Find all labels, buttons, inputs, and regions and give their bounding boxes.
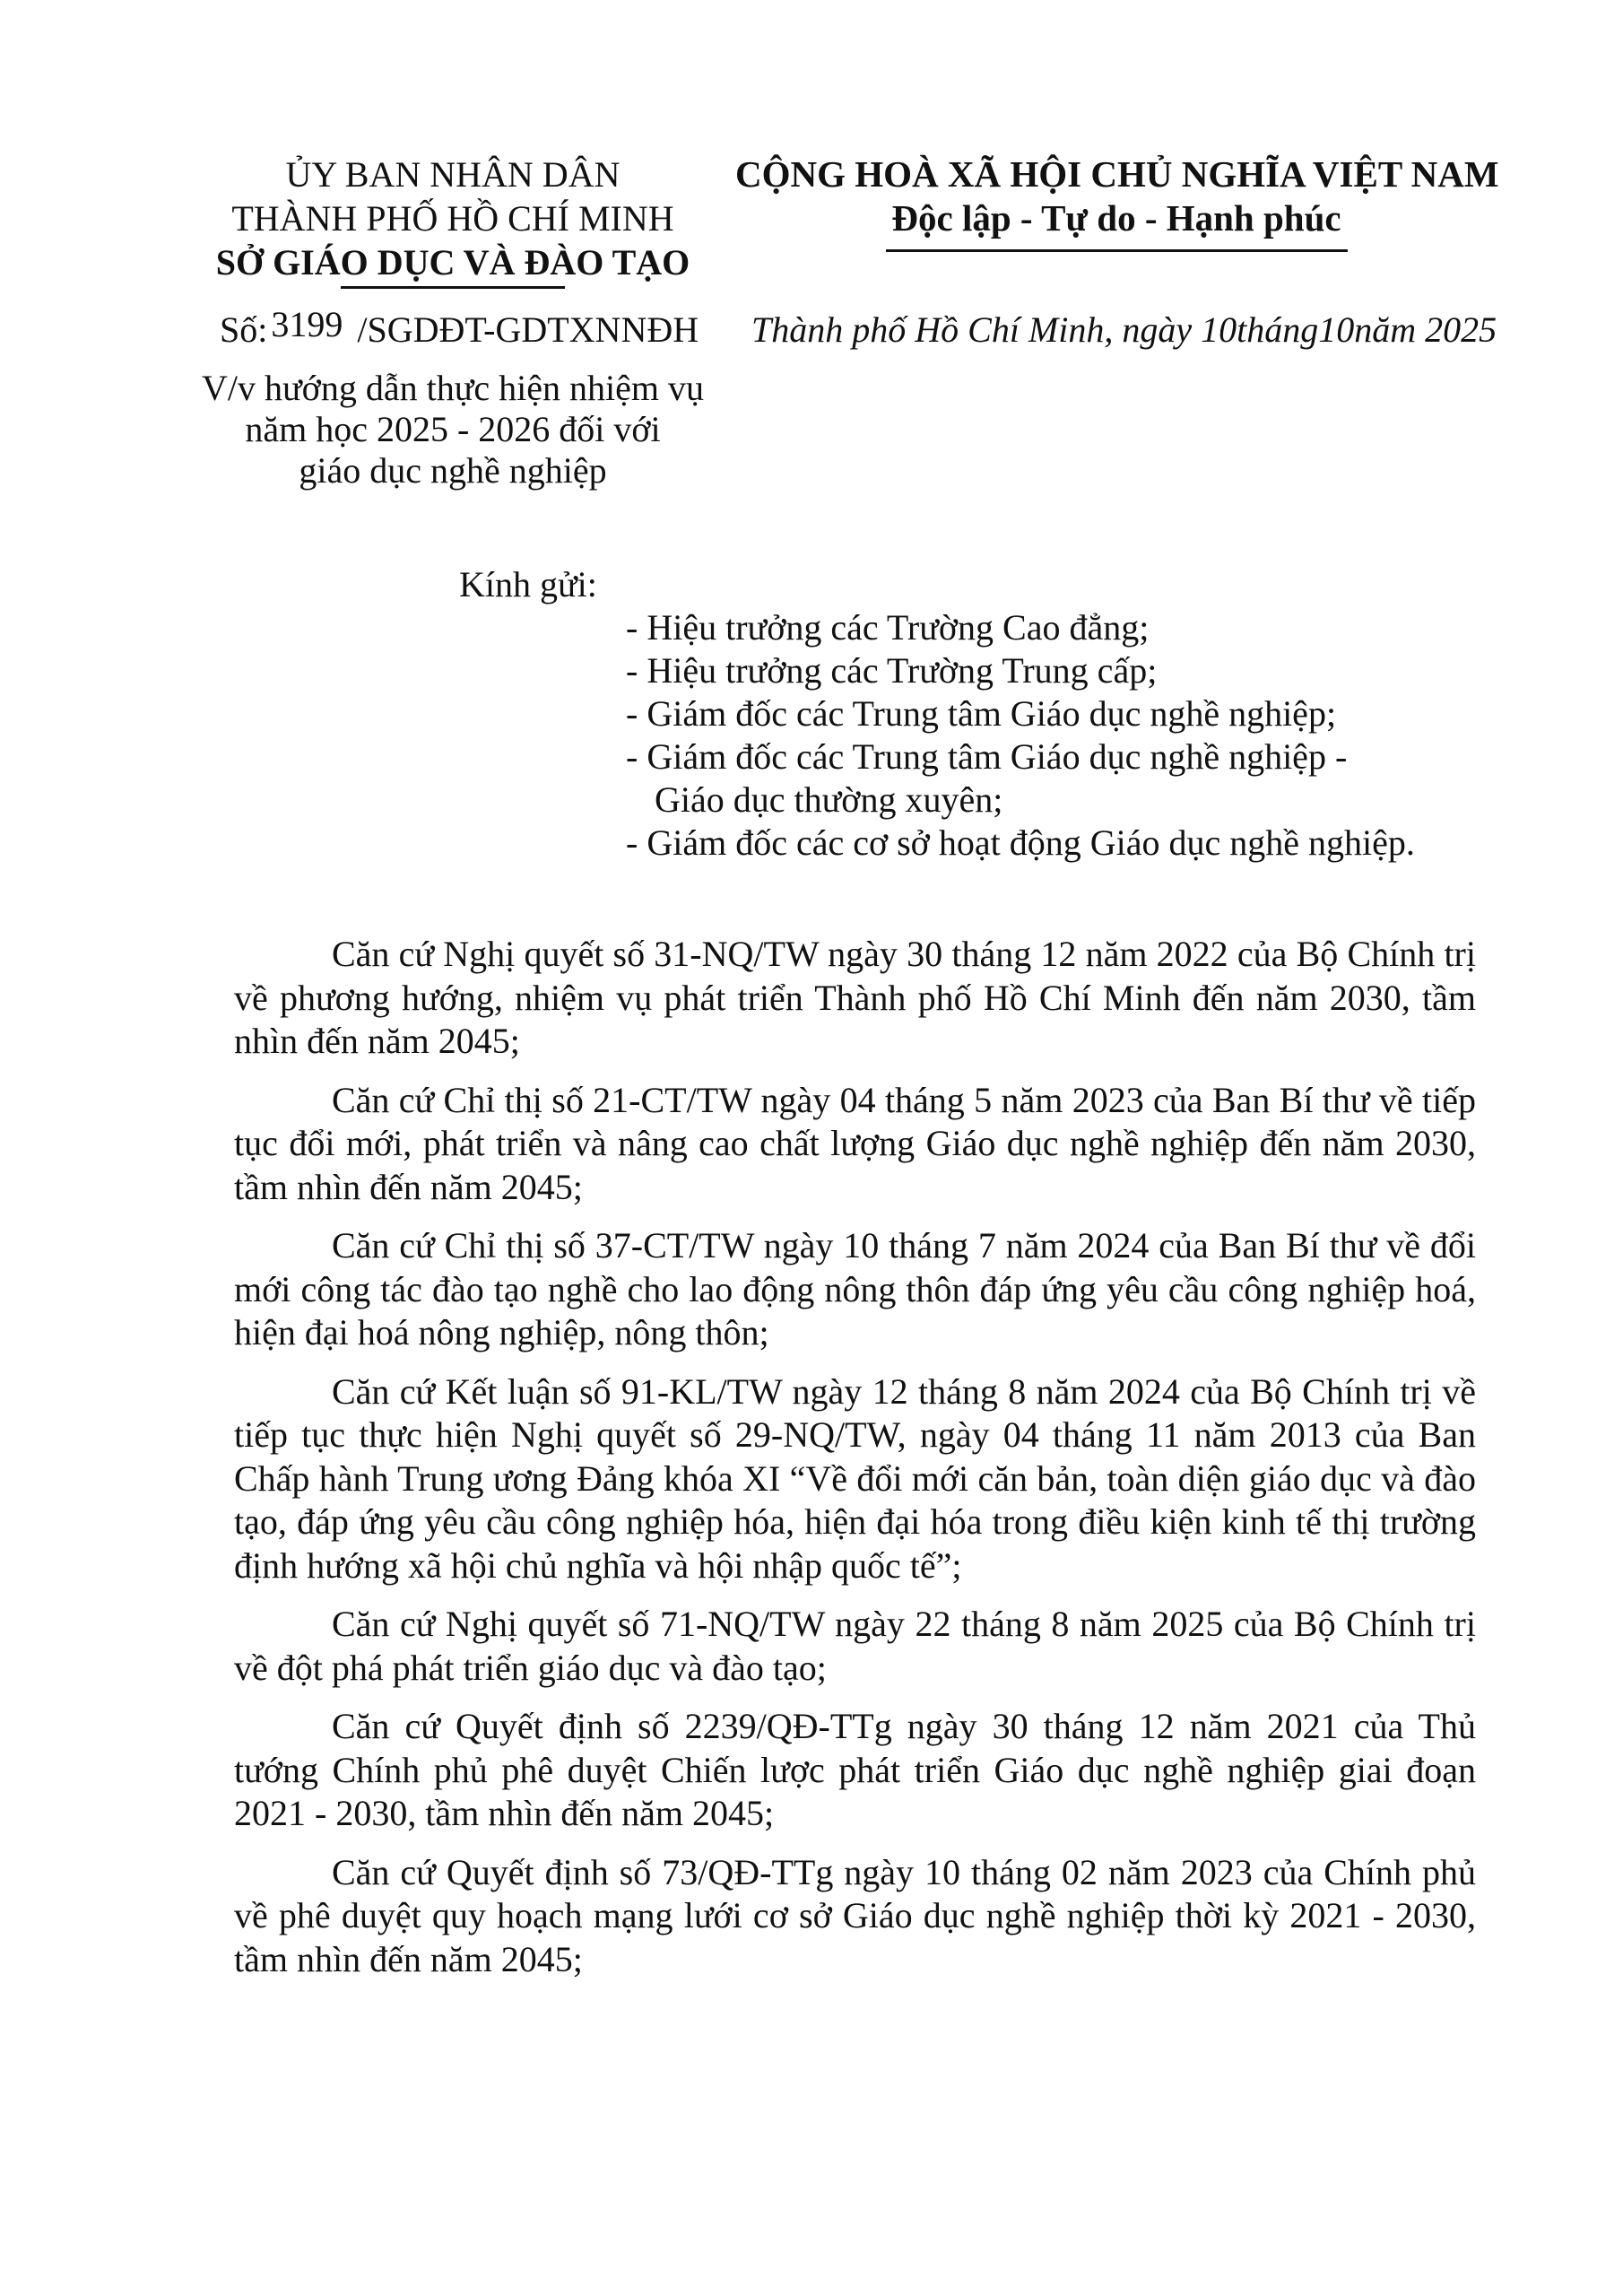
legal-basis-paragraph: Căn cứ Quyết định số 73/QĐ-TTg ngày 10 tháng 02 năm 2023 của Chính phủ về phê duyệt quy hoạch mạng lưới cơ sở Giáo dục nghề nghiệp thời kỳ 2021 - 2030, tầm nhìn đến năm 2045; [234,1851,1476,1979]
recipient-item: - Hiệu trưởng các Trường Trung cấp; [626,650,1158,691]
motto-underline [886,249,1348,252]
recipients-label: Kính gửi: [459,564,597,604]
legal-basis-paragraph: Căn cứ Chỉ thị số 21-CT/TW ngày 04 tháng 5 năm 2023 của Ban Bí thư về tiếp tục đổi mới, phát triển và nâng cao chất lượng Giáo dục nghề nghiệp đến năm 2030, tầm nhìn đến năm 2045; [234,1079,1476,1207]
number-suffix: /SGDĐT-GDTXNNĐH [357,309,699,350]
recipient-item-continuation: Giáo dục thường xuyên; [655,779,1003,820]
agency-underline [341,286,565,289]
legal-basis-paragraph: Căn cứ Nghị quyết số 31-NQ/TW ngày 30 tháng 12 năm 2022 của Bộ Chính trị về phương hướng, nhiệm vụ phát triển Thành phố Hồ Chí Minh đến năm 2030, tầm nhìn đến năm 2045; [234,934,1476,1061]
agency-line-2: THÀNH PHỐ HỒ CHÍ MINH [231,198,674,239]
national-title-header [735,152,1497,252]
number-value: 3199 [271,304,343,344]
recipient-item: - Giám đốc các cơ sở hoạt động Giáo dục nghề nghiệp. [626,822,1415,863]
agency-line-1: ỦY BAN NHÂN DÂN [285,154,621,195]
national-motto: Độc lập - Tự do - Hạnh phúc [891,197,1341,239]
recipient-item: - Giám đốc các Trung tâm Giáo dục nghề nghiệp - [626,736,1348,777]
legal-basis-paragraph: Căn cứ Nghị quyết số 71-NQ/TW ngày 22 tháng 8 năm 2025 của Bộ Chính trị về đột phá phát triển giáo dục và đào tạo; [234,1604,1476,1688]
number-prefix: Số: [220,309,268,350]
legal-basis-paragraph: Căn cứ Chỉ thị số 37-CT/TW ngày 10 tháng 7 năm 2024 của Ban Bí thư về đổi mới công tác đào tạo nghề cho lao động nông thôn đáp ứng yêu cầu công nghiệp hoá, hiện đại hoá nông nghiệp, nông thôn; [234,1225,1476,1352]
subject-line-3: giáo dục nghề nghiệp [299,450,607,491]
issuing-agency-header [179,152,726,289]
recipient-item: - Giám đốc các Trung tâm Giáo dục nghề nghiệp; [626,693,1337,734]
document-number [220,304,699,352]
subject-line-2: năm học 2025 - 2026 đối với [245,409,661,449]
recipient-item: - Hiệu trưởng các Trường Cao đẳng; [626,607,1150,648]
national-title: CỘNG HOÀ XÃ HỘI CHỦ NGHĨA VIỆT NAM [735,153,1499,195]
recipients-list [626,606,1415,865]
legal-basis-paragraph: Căn cứ Kết luận số 91-KL/TW ngày 12 tháng 8 năm 2024 của Bộ Chính trị về tiếp tục thực hiện Nghị quyết số 29-NQ/TW, ngày 04 tháng 11 năm 2013 của Ban Chấp hành Trung ương Đảng khóa XI “Về đổi mới căn bản, toàn diện giáo dục và đào tạo, đáp ứng yêu cầu công nghiệp hóa, hiện đại hóa trong điều kiện kinh tế thị trường định hướng xã hội chủ nghĩa và hội nhập quốc tế”; [234,1370,1476,1586]
agency-line-3: SỞ GIÁO DỤC VÀ ĐÀO TẠO [215,242,690,283]
document-body [234,933,1476,1996]
subject-line-1: V/v hướng dẫn thực hiện nhiệm vụ [202,368,704,408]
document-date: Thành phố Hồ Chí Minh, ngày 10tháng10năm 2025 [751,309,1497,350]
document-subject [179,368,726,491]
legal-basis-paragraph: Căn cứ Quyết định số 2239/QĐ-TTg ngày 30 tháng 12 năm 2021 của Thủ tướng Chính phủ phê duyệt Chiến lược phát triển Giáo dục nghề nghiệp giai đoạn 2021 - 2030, tầm nhìn đến năm 2045; [234,1706,1476,1833]
